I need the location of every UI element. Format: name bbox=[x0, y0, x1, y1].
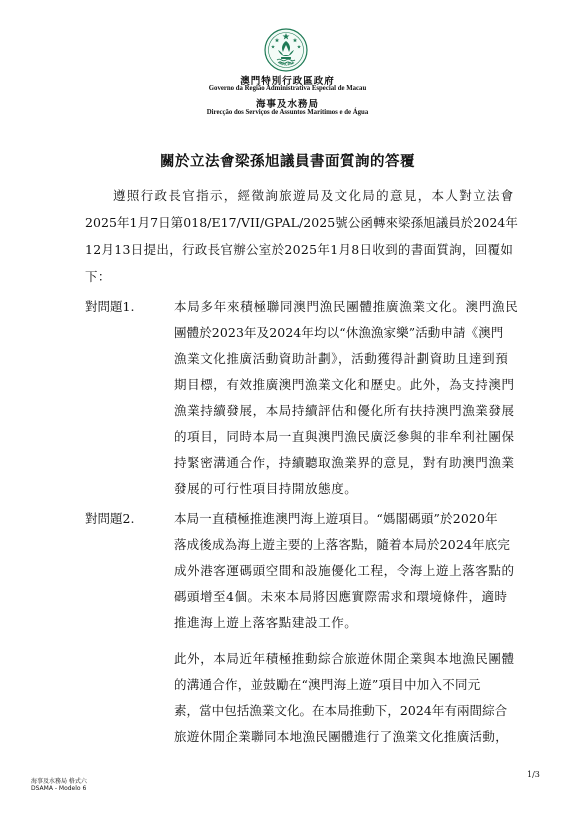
government-name-zh: 澳門特別行政區政府 bbox=[240, 76, 335, 87]
intro-line: 遵照行政長官指示，經徵詢旅遊局及文化局的意見，本人對立法會 bbox=[113, 188, 515, 203]
paragraph-line: 素，當中包括漁業文化。在本局推動下，2024年有兩間綜合 bbox=[174, 703, 508, 718]
answer-line: 期目標，有效推廣澳門漁業文化和歷史。此外，為支持澳門 bbox=[174, 377, 515, 392]
form-code-zh: 海事及水務局 格式六 bbox=[31, 778, 87, 785]
answer-line: 的項目，同時本局一直與澳門漁民廣泛參與的非牟利社團保 bbox=[174, 429, 515, 444]
answer-line: 漁業持續發展，本局持續評估和優化所有扶持澳門漁業發展 bbox=[174, 403, 515, 418]
answer-line: 落成後成為海上遊主要的上落客點，隨着本局於2024年底完 bbox=[174, 537, 511, 552]
intro-line: 12月13日提出，行政長官辦公室於2025年1月8日收到的書面質詢，回覆如 bbox=[85, 242, 514, 257]
form-code-pt: DSAMA - Modelo 6 bbox=[31, 785, 87, 792]
macau-emblem-icon bbox=[264, 28, 308, 72]
answer-line: 推進海上遊上落客點建設工作。 bbox=[174, 615, 358, 630]
answer-line: 成外港客運碼頭空間和設施優化工程，令海上遊上落客點的 bbox=[174, 563, 515, 578]
answer-line: 發展的可行性項目持開放態度。 bbox=[174, 481, 358, 496]
answer-line: 本局一直積極推進澳門海上遊項目。“媽閣碼頭”於2020年 bbox=[174, 511, 498, 526]
svg-text:MACAU: MACAU bbox=[278, 59, 294, 67]
answer-line: 漁業文化推廣活動資助計劃》，活動獲得計劃資助且達到預 bbox=[174, 351, 509, 366]
department-name-zh: 海事及水務局 bbox=[255, 99, 319, 110]
paragraph-line: 旅遊休閒企業聯同本地漁民團體進行了漁業文化推廣活動， bbox=[174, 729, 509, 744]
answer-line: 本局多年來積極聯同澳門漁民團體推廣漁業文化。澳門漁民 bbox=[174, 299, 519, 314]
page-number: 1/3 bbox=[527, 770, 540, 779]
answer-line: 持緊密溝通合作，持續聽取漁業界的意見，對有助澳門漁業 bbox=[174, 455, 515, 470]
answer-label: 對問題1. bbox=[85, 299, 135, 314]
answer-line: 團體於2023年及2024年均以“休漁漁家樂”活動申請《澳門 bbox=[174, 325, 504, 340]
document-title: 關於立法會梁孫旭議員書面質詢的答覆 bbox=[160, 153, 415, 170]
department-name-pt: Direcção dos Serviços de Assuntos Marítimos e de Água bbox=[206, 109, 369, 116]
intro-line: 下： bbox=[85, 269, 111, 284]
intro-line: 2025年1月7日第018/E17/VII/GPAL/2025號公函轉來梁孫旭議員於2024年 bbox=[85, 215, 518, 230]
answer-line: 碼頭增至4個。未來本局將因應實際需求和環境條件，適時 bbox=[174, 589, 508, 604]
paragraph-line: 此外，本局近年積極推動綜合旅遊休閒企業與本地漁民團體 bbox=[174, 651, 515, 666]
answer-label: 對問題2. bbox=[85, 511, 135, 526]
paragraph-line: 的溝通合作，並鼓勵在“澳門海上遊”項目中加入不同元 bbox=[174, 677, 481, 692]
government-name-pt: Governo da Região Administrativa Especial de Macau bbox=[208, 85, 367, 92]
